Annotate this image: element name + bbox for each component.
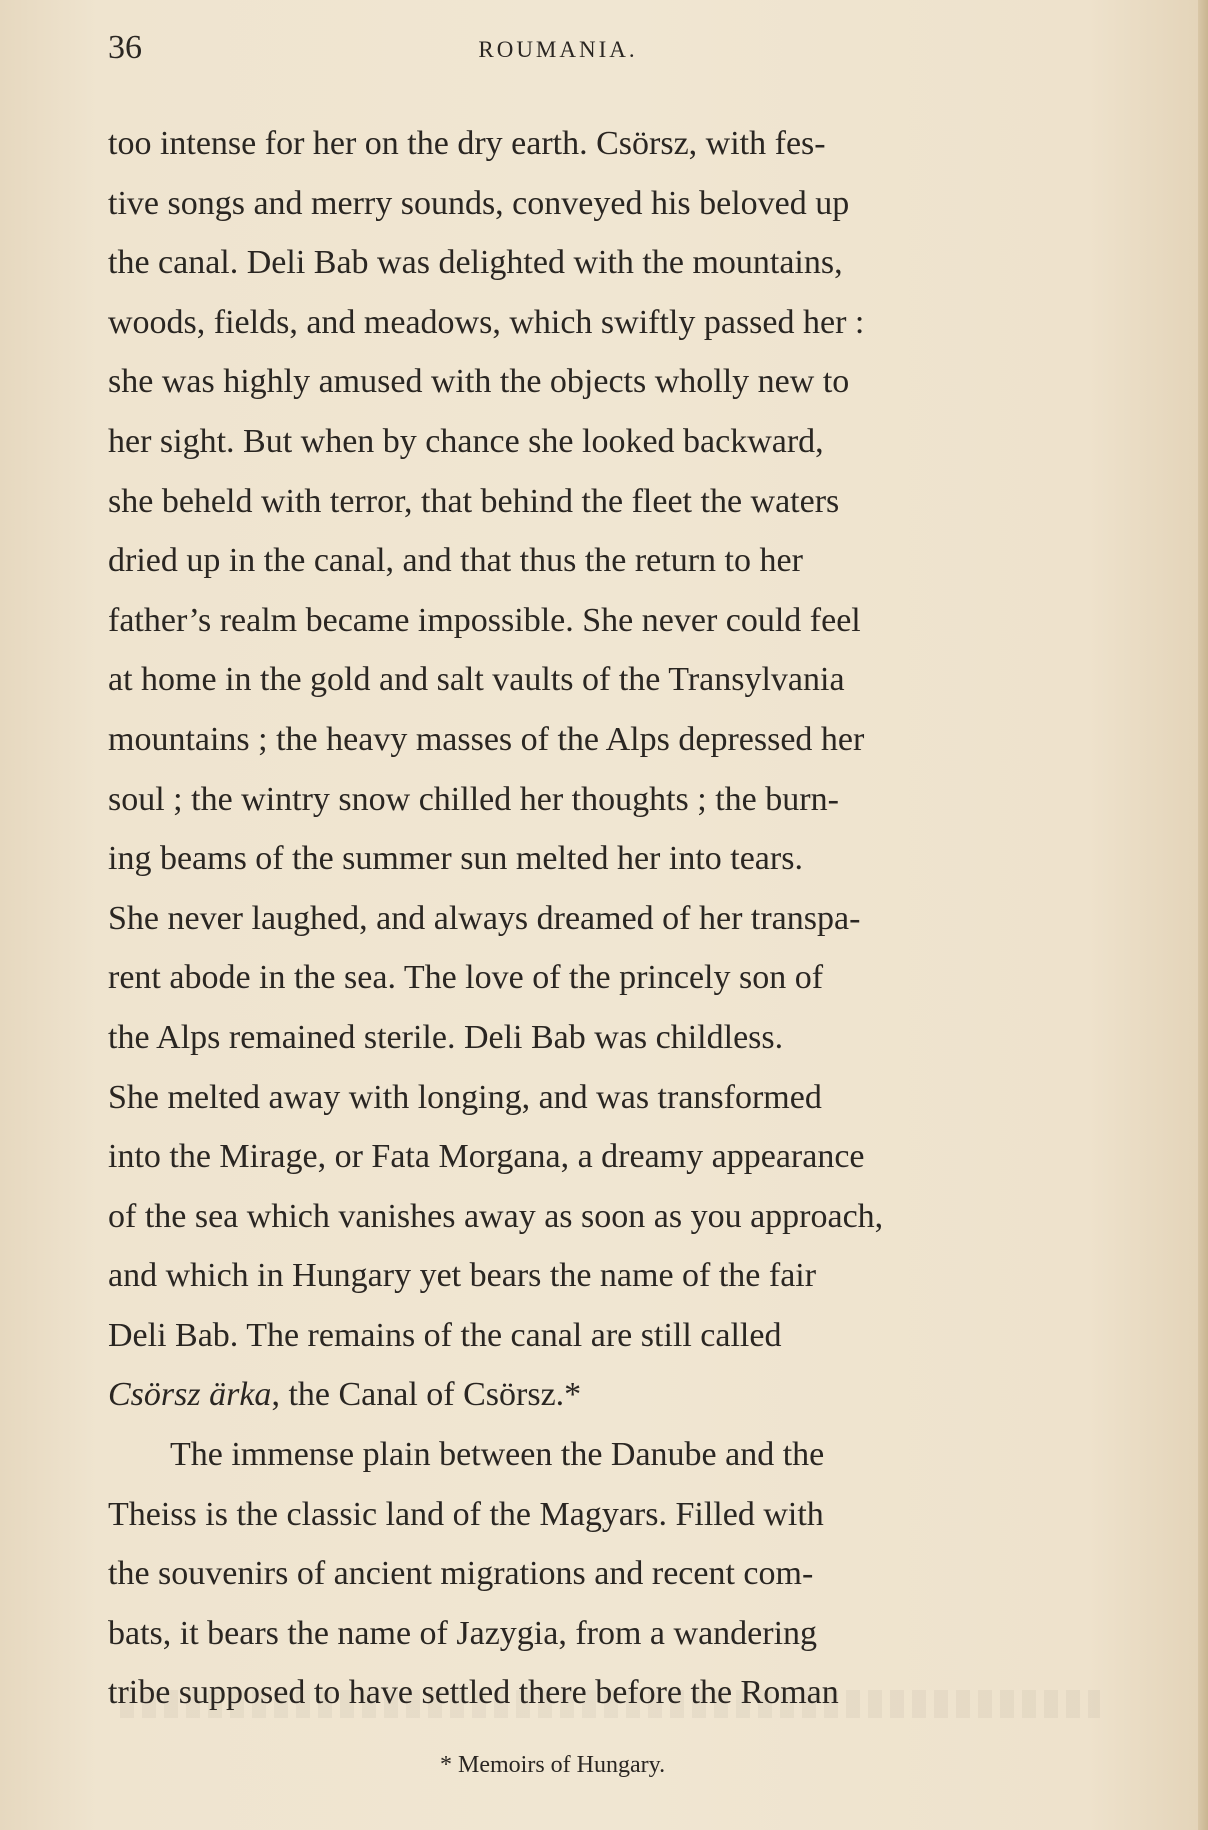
text-line: too intense for her on the dry earth. Csörsz, with fes-	[108, 125, 826, 162]
text-line: the canal. Deli Bab was delighted with the mountains,	[108, 244, 843, 282]
text-line: dried up in the canal, and that thus the return to her	[108, 542, 803, 580]
text-line-rest: , the Canal of Csörsz.*	[271, 1376, 582, 1414]
text-line: rent abode in the sea. The love of the princely son of	[108, 959, 824, 997]
page-edge	[1198, 0, 1208, 1830]
text-line: father’s realm became impossible. She never could feel	[108, 601, 861, 639]
running-head: ROUMANIA.	[478, 37, 638, 62]
text-line: She melted away with longing, and was transformed	[108, 1078, 822, 1116]
text-line: Deli Bab. The remains of the canal are still called	[108, 1316, 782, 1354]
text-line: mountains ; the heavy masses of the Alps depressed her	[108, 720, 865, 758]
text-line: her sight. But when by chance she looked backward,	[108, 422, 824, 460]
text-line: at home in the gold and salt vaults of the Transylvania	[108, 661, 845, 699]
text-line: she was highly amused with the objects wholly new to	[108, 363, 850, 401]
text-line-italic-phrase	[108, 1365, 1108, 1425]
text-line: woods, fields, and meadows, which swiftly passed her :	[108, 303, 865, 341]
text-line: Theiss is the classic land of the Magyars. Filled with	[108, 1495, 824, 1533]
body-text	[108, 114, 1108, 1723]
text-line: She never laughed, and always dreamed of her transpa-	[108, 899, 861, 937]
paragraph-start-line: The immense plain between the Danube and the	[170, 1436, 825, 1474]
text-line: soul ; the wintry snow chilled her thoughts ; the burn-	[108, 780, 839, 818]
text-line: of the sea which vanishes away as soon as you approach,	[108, 1197, 884, 1235]
text-line: tribe supposed to have settled there before the Roman	[108, 1674, 839, 1712]
text-line: tive songs and merry sounds, conveyed his beloved up	[108, 184, 850, 222]
page-header	[108, 28, 1108, 68]
text-line: into the Mirage, or Fata Morgana, a dreamy appearance	[108, 1138, 865, 1176]
text-line: ing beams of the summer sun melted her into tears.	[108, 840, 803, 878]
text-line: bats, it bears the name of Jazygia, from a wandering	[108, 1614, 818, 1652]
text-line: the Alps remained sterile. Deli Bab was childless.	[108, 1018, 784, 1056]
footnote: * Memoirs of Hungary.	[440, 1752, 666, 1778]
bleed-through	[120, 1690, 1100, 1718]
text-line: she beheld with terror, that behind the fleet the waters	[108, 482, 840, 520]
text-line: and which in Hungary yet bears the name of the fair	[108, 1257, 817, 1295]
text-line: the souvenirs of ancient migrations and recent com-	[108, 1555, 814, 1593]
page-number: 36	[108, 29, 142, 66]
italic-phrase: Csörsz ärka	[108, 1376, 272, 1414]
